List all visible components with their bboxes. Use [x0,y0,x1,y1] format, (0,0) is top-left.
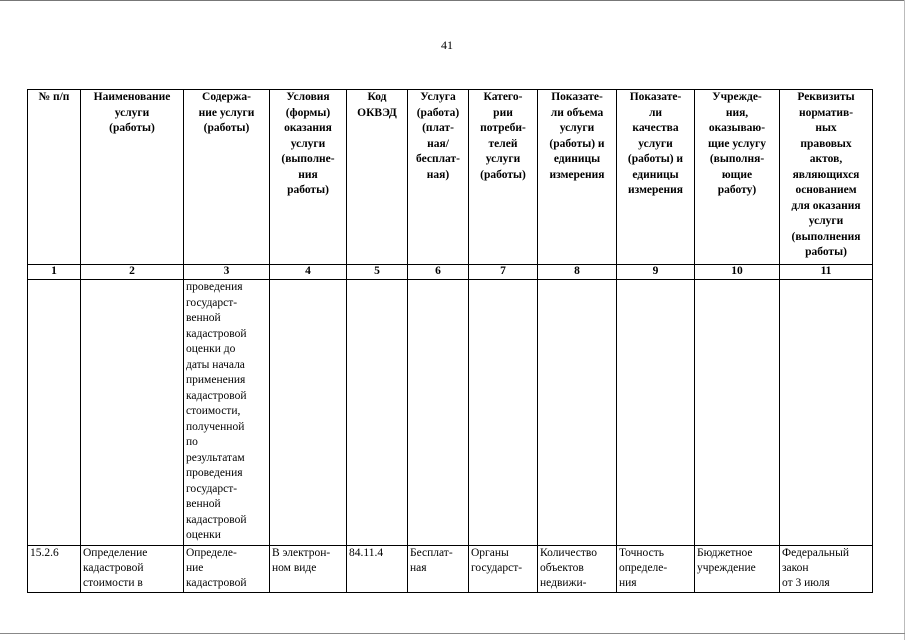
column-number: 4 [270,265,347,280]
cell-paid-free: Бесплат- ная [408,546,469,593]
cell-conditions: В электрон- ном виде [270,546,347,593]
column-number-row [28,265,873,280]
column-number: 2 [81,265,184,280]
empty-cell [408,280,469,546]
cell-institutions: Бюджетное учреждение [695,546,780,593]
continuation-content-text: проведения государст- венной кадастровой оценки до даты начала применения кадастровой стоимости, полученной по результатам проведения государст- венной кадастровой оценки [184,280,270,546]
empty-cell [28,280,81,546]
column-number: 10 [695,265,780,280]
empty-cell [617,280,695,546]
cell-consumers: Органы государст- [469,546,538,593]
header-cell-conditions: Условия (формы) оказания услуги (выполне- ния работы) [270,90,347,265]
cell-quality-indicators: Точность определе- ния [617,546,695,593]
column-number: 8 [538,265,617,280]
cell-volume-indicators: Количество объектов недвижи- [538,546,617,593]
header-cell-service-name: Наименование услуги (работы) [81,90,184,265]
table-row-15-2-6 [28,546,873,593]
header-cell-institutions: Учрежде- ния, оказываю- щие услугу (выполня- ющие работу) [695,90,780,265]
empty-cell [780,280,873,546]
column-number: 7 [469,265,538,280]
header-cell-service-content: Содержа- ние услуги (работы) [184,90,270,265]
column-number: 5 [347,265,408,280]
column-number: 3 [184,265,270,280]
empty-cell [270,280,347,546]
cell-service-content: Определе- ние кадастровой [184,546,270,593]
column-number: 9 [617,265,695,280]
header-cell-legal-acts: Реквизиты норматив- ных правовых актов, являющихся основанием для оказания услуги (выполнения работы) [780,90,873,265]
cell-number: 15.2.6 [28,546,81,593]
continuation-row [28,280,873,546]
header-cell-okved: Код ОКВЭД [347,90,408,265]
cell-legal-acts: Федеральный закон от 3 июля [780,546,873,593]
page-number: 41 [441,38,453,52]
column-number: 11 [780,265,873,280]
column-number: 6 [408,265,469,280]
services-register-table [27,89,873,593]
scan-edge-top [0,0,905,1]
column-number: 1 [28,265,81,280]
cell-okved: 84.11.4 [347,546,408,593]
empty-cell [81,280,184,546]
empty-cell [695,280,780,546]
empty-cell [347,280,408,546]
header-cell-quality-indicators: Показате- ли качества услуги (работы) и единицы измерения [617,90,695,265]
header-row [28,90,873,265]
cell-service-name: Определение кадастровой стоимости в [81,546,184,593]
empty-cell [469,280,538,546]
scan-edge-bottom [0,633,905,634]
empty-cell [538,280,617,546]
header-cell-number: № п/п [28,90,81,265]
header-cell-consumers: Катего- рии потреби- телей услуги (работы) [469,90,538,265]
header-cell-paid-free: Услуга (работа) (плат- ная/ бесплат- ная) [408,90,469,265]
header-cell-volume-indicators: Показате- ли объема услуги (работы) и единицы измерения [538,90,617,265]
